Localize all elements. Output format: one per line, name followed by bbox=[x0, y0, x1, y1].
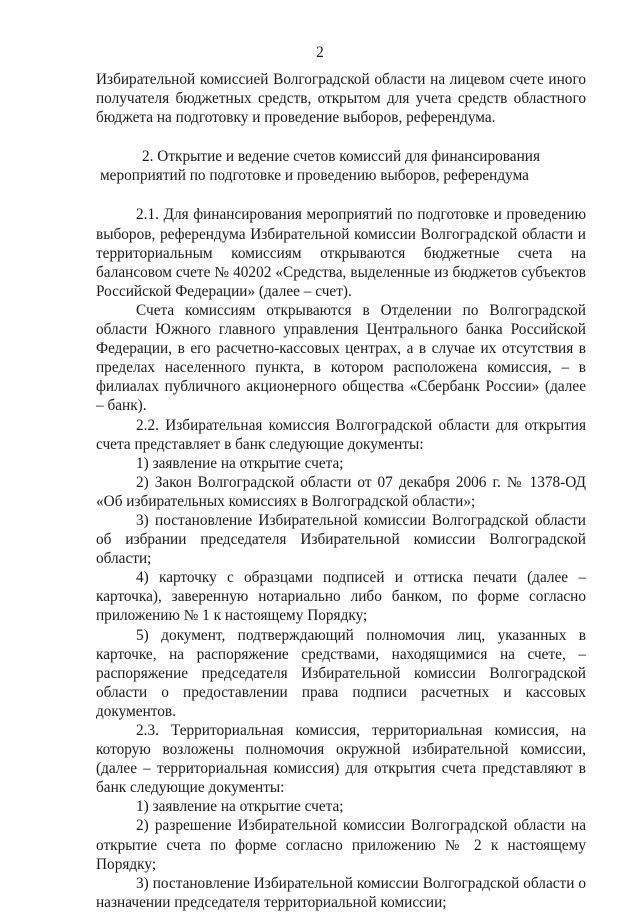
intro-paragraph: Избирательной комиссией Волгоградской области на лицевом счете иного получателя бюджетных средств, открытом для учета средств областного бюджета на подготовку и проведение выборов, референдума. bbox=[96, 71, 586, 127]
section-heading: 2. Открытие и ведение счетов комиссий для финансирования мероприятий по подготовке и проведению выборов, референдума bbox=[100, 148, 540, 185]
list-item: 2) разрешение Избирательной комиссии Волгоградской области на открытие счета по форме согласно приложению № 2 к настоящему Порядку; bbox=[96, 817, 586, 873]
documents-list-2-3 bbox=[96, 797, 586, 912]
paragraph-2-1: 2.1. Для финансирования мероприятий по подготовке и проведению выборов, референдума Избирательной комиссии Волгоградской области и территориальным комиссиям открываются бюджетные счета на балансовом счете № 40202 «Средства, выделенные из бюджетов субъектов Российской Федерации» (далее – счет). bbox=[96, 206, 586, 300]
list-item: 2) Закон Волгоградской области от 07 декабря 2006 г. № 1378-ОД «Об избирательных комиссиях в Волгоградской области»; bbox=[96, 473, 586, 510]
list-item: 5) документ, подтверждающий полномочия лиц, указанных в карточке, на распоряжение средствами, находящимися на счете, – распоряжение председателя Избирательной комиссии Волгоградской области о предоставлении права подписи расчетных и кассовых документов. bbox=[96, 626, 586, 720]
paragraph-2-3: 2.3. Территориальная комиссия, территориальная комиссия, на которую возложены полномочия окружной избирательной комиссии, (далее – территориальная комиссия) для открытия счета представляют в банк следующие документы: bbox=[96, 722, 586, 797]
list-item: 1) заявление на открытие счета; bbox=[136, 454, 344, 472]
paragraph-bank-accounts: Счета комиссиям открываются в Отделении по Волгоградской области Южного главного управления Центрального банка Российской Федерации, в его расчетно-кассовых центрах, а в случае их отсутствия в пределах населенного пункта, в котором расположена комиссия, – в филиалах публичного акционерного общества «Сбербанк России» (далее – банк). bbox=[96, 301, 586, 415]
documents-list-2-2 bbox=[96, 454, 586, 721]
list-item: 1) заявление на открытие счета; bbox=[136, 798, 344, 816]
paragraph-2-2: 2.2. Избирательная комиссия Волгоградской области для открытия счета представляет в банк следующие документы: bbox=[96, 416, 586, 453]
page-number: 2 bbox=[316, 44, 324, 61]
list-item: 3) постановление Избирательной комиссии Волгоградской области о назначении председателя территориальной комиссии; bbox=[96, 874, 586, 911]
document-body bbox=[96, 70, 586, 912]
list-item: 4) карточку с образцами подписей и оттиска печати (далее – карточка), заверенную нотариально либо банком, по форме согласно приложению № 1 к настоящему Порядку; bbox=[96, 569, 586, 625]
list-item: 3) постановление Избирательной комиссии Волгоградской области об избрании председателя Избирательной комиссии Волгоградской области; bbox=[96, 511, 586, 568]
